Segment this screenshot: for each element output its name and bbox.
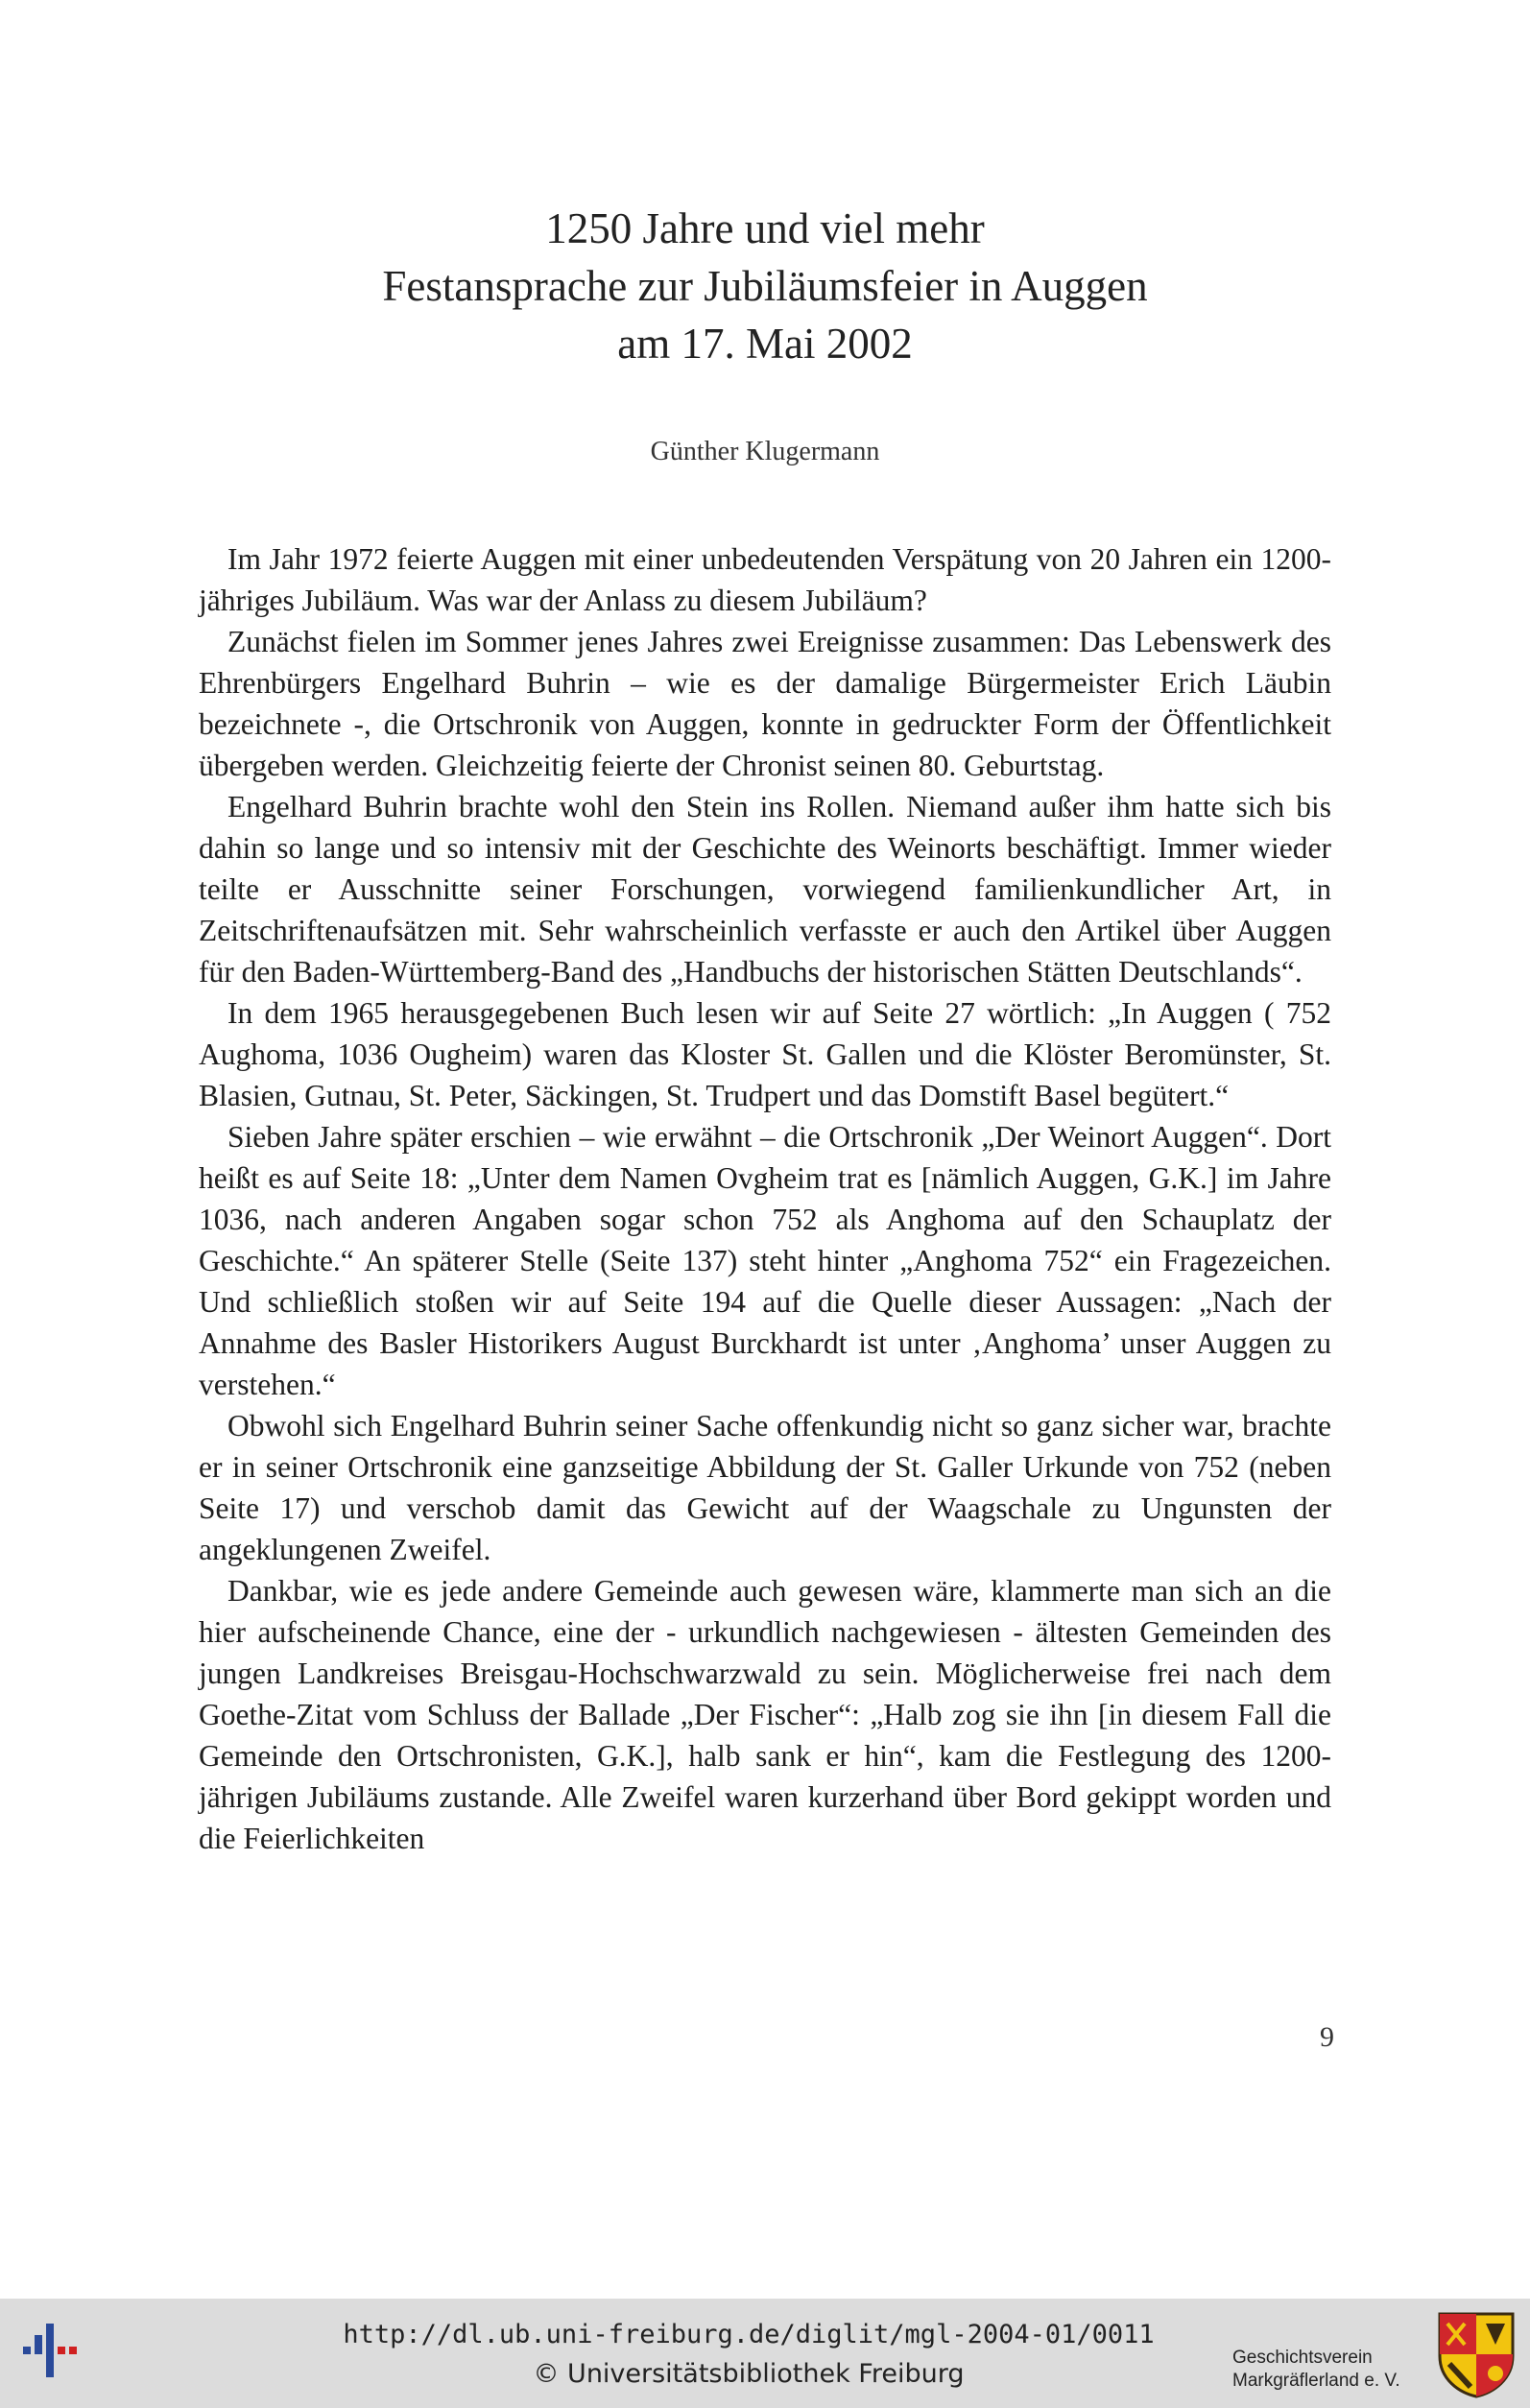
footer-url-link[interactable]: http://dl.ub.uni-freiburg.de/diglit/mgl-2004-01/0011 [343,2320,1155,2349]
author-name: Günther Klugermann [650,437,880,466]
footer-copyright: © Universitätsbibliothek Freiburg [533,2359,965,2389]
footer-citation [288,2316,1209,2395]
paragraph-7: Dankbar, wie es jede andere Gemeinde auch gewesen wäre, klammerte man sich an die hier aufscheinende Chance, eine der - urkundlich nachgewiesen - ältesten Gemeinden des jungen Landkreises Breisgau-Hochschwarzwald zu sein. Möglicherweise frei nach dem Goethe-Zitat vom Schluss der Ballade „Der Fischer“: „Halb zog sie ihn [in diesem Fall die Gemeinde den Ortschronisten, G.K.], halb sank er hin“, kam die Festlegung des 1200-jährigen Jubiläums zustande. Alle Zweifel waren kurzerhand über Bord gekippt worden und die Feierlichkeiten [199,1574,1331,1855]
title-line-3: am 17. Mai 2002 [617,320,913,368]
society-name-line-2: Markgräflerland e. V. [1232,2371,1400,2391]
footer-bar [0,2299,1530,2408]
body-text [199,538,1331,1859]
title-line-2: Festansprache zur Jubiläumsfeier in Auggen [382,262,1148,310]
paragraph-5: Sieben Jahre später erschien – wie erwähnt – die Ortschronik „Der Weinort Auggen“. Dort heißt es auf Seite 18: „Unter dem Namen Ovgheim trat es [nämlich Auggen, G.K.] im Jahre 1036, nach anderen Angaben sogar schon 752 als Anghoma auf den Schauplatz der Geschichte.“ An späterer Stelle (Seite 137) steht hinter „Anghoma 752“ ein Fragezeichen. Und schließlich stoßen wir auf Seite 194 auf die Quelle dieser Aussagen: „Nach der Annahme des Basler Historikers August Burckhardt ist unter ‚Anghoma’ unser Auggen zu verstehen.“ [199,1120,1331,1401]
paragraph-2: Zunächst fielen im Sommer jenes Jahres zwei Ereignisse zusammen: Das Lebenswerk des Ehrenbürgers Engelhard Buhrin – wie es der damalige Bürgermeister Erich Läubin bezeichnete -, die Ortschronik von Auggen, konnte in gedruckter Form der Öffentlichkeit übergeben werden. Gleichzeitig feierte der Chronist seinen 80. Geburtstag. [199,625,1331,782]
title-block [0,200,1530,372]
paragraph-1: Im Jahr 1972 feierte Auggen mit einer unbedeutenden Verspätung von 20 Jahren ein 1200-jähriges Jubiläum. Was war der Anlass zu diesem Jubiläum? [199,542,1331,617]
coat-of-arms-icon [1436,2310,1517,2398]
page-number: 9 [1320,2021,1334,2053]
paragraph-4: In dem 1965 herausgegebenen Buch lesen wir auf Seite 27 wörtlich: „In Auggen ( 752 Aughoma, 1036 Ougheim) waren das Kloster St. Gallen und die Klöster Beromünster, St. Blasien, Gutnau, St. Peter, Säckingen, St. Trudpert und das Domstift Basel begütert.“ [199,996,1331,1112]
society-name-line-1: Geschichtsverein [1232,2348,1373,2368]
paragraph-6: Obwohl sich Engelhard Buhrin seiner Sache offenkundig nicht so ganz sicher war, brachte er in seiner Ortschronik eine ganzseitige Abbildung der St. Galler Urkunde von 752 (neben Seite 17) und verschob damit das Gewicht auf der Waagschale zu Ungunsten der angeklungenen Zweifel. [199,1409,1331,1566]
paragraph-3: Engelhard Buhrin brachte wohl den Stein ins Rollen. Niemand außer ihm hatte sich bis dahin so lange und so intensiv mit der Geschichte des Weinorts beschäftigt. Immer wieder teilte er Ausschnitte seiner Forschungen, vorwiegend familienkundlicher Art, in Zeitschriftenaufsätzen mit. Sehr wahrscheinlich verfasste er auch den Artikel über Auggen für den Baden-Württemberg-Band des „Handbuchs der historischen Stätten Deutschlands“. [199,790,1331,989]
title-line-1: 1250 Jahre und viel mehr [545,204,985,252]
society-name [1232,2347,1424,2393]
ub-freiburg-logo-icon[interactable] [21,2322,98,2379]
